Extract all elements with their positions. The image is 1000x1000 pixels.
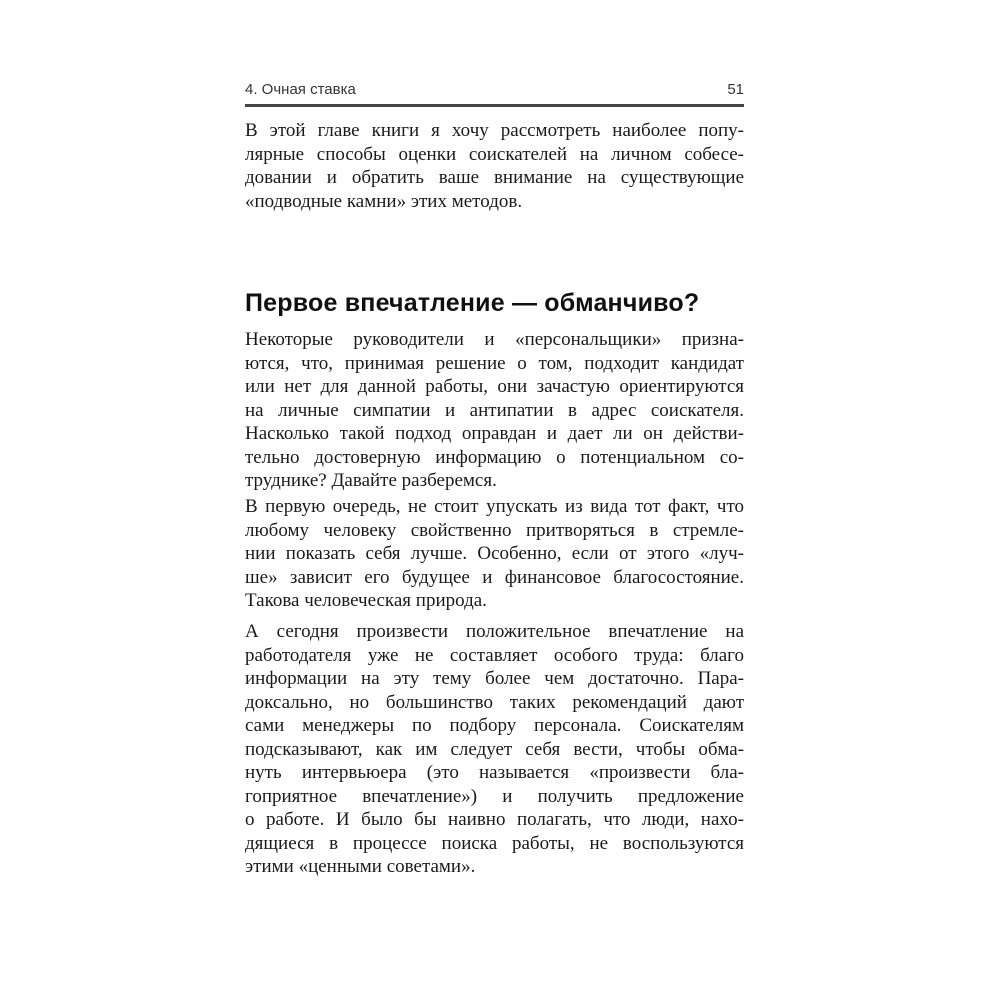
text-line: лярные способы оценки соискателей на личном собесе-: [245, 143, 744, 165]
text-line: труднике? Давайте разберемся.: [245, 470, 497, 491]
text-line: или нет для данной работы, они зачастую ориентируются: [245, 376, 744, 397]
text-line: Насколько такой подход оправдан и дает ли он действи-: [245, 423, 744, 444]
text-line: ше» зависит его будущее и финансовое благосостояние.: [245, 566, 744, 588]
text-line: нии показать себя лучше. Особенно, если от этого «луч-: [245, 543, 744, 564]
page-number: 51: [727, 81, 744, 98]
paragraph: [245, 620, 744, 879]
text-line: дящиеся в процессе поиска работы, не воспользуются: [245, 832, 744, 854]
text-line: на личные симпатии и антипатии в адрес соискателя.: [245, 399, 744, 421]
header-rule: [245, 104, 744, 107]
text-line: В этой главе книги я хочу рассмотреть наиболее попу-: [245, 120, 744, 141]
text-line: Такова человеческая природа.: [245, 590, 487, 611]
text-line: ются, что, принимая решение о том, подходит кандидат: [245, 352, 744, 374]
text-line: работодателя уже не составляет особого труда: благо: [245, 644, 744, 666]
section-heading: Первое впечатление — обманчиво?: [245, 288, 700, 317]
intro-paragraph: [245, 119, 744, 213]
text-line: Некоторые руководители и «персональщики» призна-: [245, 329, 744, 350]
running-header: [245, 81, 744, 98]
chapter-title: 4. Очная ставка: [245, 81, 356, 98]
text-line: любому человеку свойственно притворяться в стремле-: [245, 519, 744, 541]
text-line: этими «ценными советами».: [245, 856, 476, 877]
text-line: сами менеджеры по подбору персонала. Соискателям: [245, 715, 744, 736]
text-line: нуть интервьюера (это называется «произвести бла-: [245, 762, 744, 783]
text-line: тельно достоверную информацию о потенциальном со-: [245, 446, 744, 468]
text-line: гоприятное впечатление») и получить предложение: [245, 785, 744, 807]
text-line: довании и обратить ваше внимание на существующие: [245, 167, 744, 188]
text-line: доксально, но большинство таких рекомендаций дают: [245, 691, 744, 713]
paragraph: [245, 495, 744, 613]
text-line: подсказывают, как им следует себя вести, чтобы обма-: [245, 738, 744, 760]
text-line: А сегодня произвести положительное впечатление на: [245, 621, 744, 642]
text-line: о работе. И было бы наивно полагать, что люди, нахо-: [245, 809, 744, 830]
text-line: «подводные камни» этих методов.: [245, 190, 523, 212]
paragraph: [245, 328, 744, 493]
text-line: В первую очередь, не стоит упускать из вида тот факт, что: [245, 496, 744, 517]
text-line: информации на эту тему более чем достаточно. Пара-: [245, 668, 744, 689]
